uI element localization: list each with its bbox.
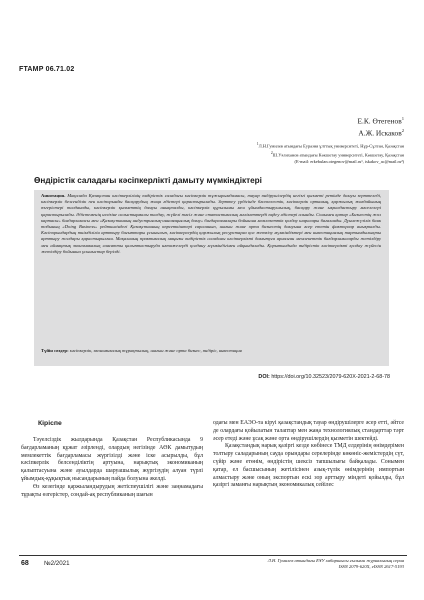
author-block bbox=[164, 114, 404, 139]
doi-link[interactable]: https://doi.org/10.32523/2079-620X-2021-2-68-78 bbox=[271, 374, 390, 380]
keywords-text: кәсіпкерлік, экономикалық тұрақтылық, шағын және орта бизнес, өндіріс, инвестиция bbox=[69, 348, 242, 353]
body-column-right bbox=[213, 420, 404, 490]
journal-info bbox=[268, 558, 404, 570]
body-column-left bbox=[21, 437, 203, 499]
author-emails: (E-mail: erkebulan.otegenov@mail.ru¹, iskakov_ac@mail.ru²) bbox=[294, 159, 404, 165]
journal-issn: ISSN 2079-620X, eISSN 2617-5193 bbox=[338, 564, 404, 570]
affiliation-2 bbox=[104, 150, 404, 159]
abstract bbox=[41, 193, 381, 255]
keywords bbox=[41, 348, 381, 354]
affiliation-2-text: Ш.Уәлиханов атындағы Көкшетау университеті, Көкшетау, Қазақстан bbox=[272, 152, 404, 158]
doi-line bbox=[258, 374, 390, 380]
article-code: FTAMP 06.71.02 bbox=[19, 66, 75, 73]
author-1-sup: 1 bbox=[401, 116, 404, 121]
keywords-label: Түйін сөздер: bbox=[41, 348, 69, 353]
author-2-sup: 2 bbox=[401, 128, 404, 134]
affiliation-1-sup: 1 bbox=[256, 142, 259, 146]
author-2 bbox=[164, 126, 404, 138]
article-title: Өндірістік саладағы кәсіпкерлікті дамыту мүмкіндіктері bbox=[34, 176, 262, 185]
paragraph: Тәуелсіздік жылдарында Қазақстан Республикасында 9 бағдарламаның құжат әзірленді, олардың негізінде АӨК дамытудың мемлекеттік бағдарламасы жүргізілді және іске асырылды, бұл кәсіпкерлік белсенділіктің артуына, нарықтық экономиканың қалыптасуына және ауылдарда шаруашылық жүргізудің алуан түрлі ұйымдық-құқықтық нысандарының пайда болуына әкелді. bbox=[21, 437, 203, 482]
journal-title: Л.Н. Гумилев атындағы ЕҰУ хабаршысы ғылыми журналының серия bbox=[267, 558, 404, 563]
footer-divider bbox=[19, 555, 407, 556]
abstract-text: Мақалада Қазақстан кәсіпкерлігінің өндірістік саладағы кәсіпкерлік тұжырымдамасы, тауар өндірушілердің негізгі қызметі ретінде дамуы зерттеледі, кәсіпкерлік белсенділік пен кәсіпорынды басқарудың жаңа әдістері қарастырылады. Зерттеу үрдісінде бәсекелестік, кәсіпкерлік ортаның, қаржылық жағдайының өзгерістері талданады, кәсіпкерлік қызметтің дамуы анықталды, кәсіпкерлік құрылымы мен ұйымдастырушылық, басқару және ықпалдастыру мәселелері қарастырылады. Әдістеменің негізіне салыстырмалы талдау, жүйелі тәсіл және статистикалық мәліметтерді өңдеу әдістері алынды. Сонымен қатар «Бизнестің жол картасы» бағдарламасы мен «Қазақстанның индустриялық-инновациялық даму» бағдарламалары бойынша мемлекеттік қолдау шаралары бағаланды. Дүниежүзілік банк тобының «Doing Business» рейтингіндегі Қазақстанның көрсеткіштері сараланып, шағын және орта бизнестің дамуына әсер ететін факторлар анықталды. Кәсіпорындардың тиімділігін арттыру бағыттары ұсынылып, кәсіпкерлердің қаржылық ресурстарға қол жеткізу мүмкіндіктері мен инвестициялық тартымдылықты арттыру жолдары қарастырылған. Мақаланың практикалық маңызы өндірістік саладағы кәсіпкерлікті дамытуға арналған мемлекеттік бағдарламаларды жетілдіру мен аймақтық экономикалық саясатты қалыптастыруда нәтижелерді қолдану мүмкіндігімен айқындалады. Қорытындыда өндірістік кәсіпкерлікті қолдау жүйесін жетілдіру бойынша ұсыныстар берілді. bbox=[41, 193, 382, 254]
paragraph: Қазақстандық нарық қазіргі кезде көбінесе ТМД елдерінің өнімдерімен толтыру саладарының сауда орындары серелерінде көкөніс-жемістердің сүт, сүйір және етөнім, өндірістің шексіз тапшылығы байқалады. Сонымен қатар, ел басшысының жетілісінен азық-түлік өнімдерінің импортын алмастыру және оның экспортын ескі зор арттыру міндеті қойылды, бұл қазіргі заманғы нарықтың экономикалық сейілес bbox=[213, 443, 404, 489]
paragraph: Өз кезегінде қаржыландырудың жетіспеушілігі және заңнамадағы тұрақты өзгерістер, сондай-ақ республиканың шағын bbox=[21, 483, 203, 498]
page-number: 68 bbox=[21, 560, 29, 567]
author-1 bbox=[164, 114, 404, 126]
author-1-name: Е.К. Өтегенов bbox=[357, 116, 402, 126]
issue-number: №2/2021 bbox=[44, 560, 70, 567]
doi-label: DOI: bbox=[258, 374, 270, 380]
affiliation-1-text: Л.Н.Гумилев атындағы Еуразия ұлттық университеті, Нұр-Сұлтан, Қазақстан bbox=[258, 143, 404, 149]
affiliations bbox=[104, 141, 404, 166]
section-heading: Кіріспе bbox=[38, 420, 62, 427]
abstract-label: Аннотация. bbox=[41, 193, 66, 198]
author-2-name: А.Ж. Искаков bbox=[358, 128, 402, 138]
affiliation-2-sup: 2 bbox=[270, 151, 273, 156]
paragraph: одағы мен ЕАЭО-та кіруі қазақстандық тауар өндірушілерге әсер етті, әйтсе де олардағы қойылатын талаптар мен жаңа технологиялық стандарттар тәрт әсер етеді және ұсақ және орта өндірушілердің қызметін шектейді. bbox=[213, 420, 404, 442]
affiliation-1 bbox=[104, 141, 404, 150]
